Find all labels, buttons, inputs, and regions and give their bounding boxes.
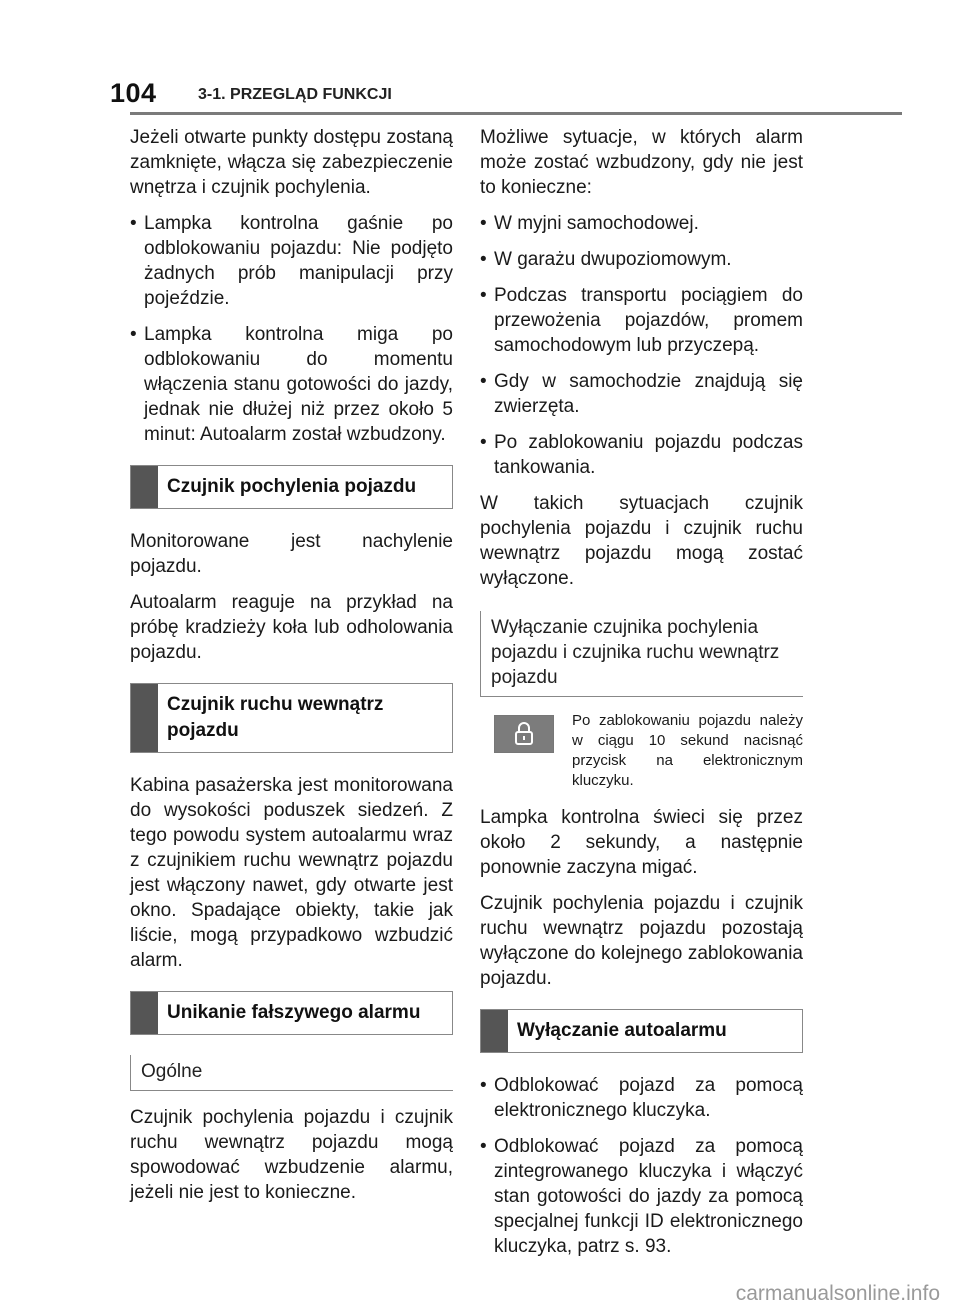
list-item: • W garażu dwupoziomowym. <box>480 247 803 272</box>
left-column <box>130 125 453 1216</box>
page-header <box>110 78 902 116</box>
section-title: 3-1. PRZEGLĄD FUNKCJI <box>198 86 392 103</box>
disable-paragraph-1: Lampka kontrolna świeci się przez około 2 sekundy, a następnie ponownie zaczyna migać. <box>480 807 803 878</box>
situations-intro: Możliwe sytuacje, w których alarm może zostać wzbudzony, gdy nie jest to konieczne: <box>480 127 803 198</box>
header-rule <box>130 112 902 115</box>
lock-icon <box>494 715 554 753</box>
heading-false-alarm: Unikanie fałszywego alarmu <box>130 991 453 1035</box>
interior-paragraph: Kabina pasażerska jest monitorowana do wysokości poduszek siedzeń. Z tego powodu system autoalarmu wraz z czujnikiem ruchu wewnątrz pojazdu jest włączony nawet, gdy otwarte jest okno. Spadające obiekty, takie jak liście, mogą przypadkowo wzbudzić alarm. <box>130 775 453 971</box>
right-column <box>480 125 803 1270</box>
heading-interior-sensor: Czujnik ruchu wewnątrz pojazdu <box>130 683 453 753</box>
heading-alarm-off: Wyłączanie autoalarmu <box>480 1009 803 1053</box>
list-item: • Po zablokowaniu pojazdu podczas tankowania. <box>480 430 803 480</box>
lock-note <box>480 711 803 791</box>
lock-note-text: Po zablokowaniu pojazdu należy w ciągu 10 sekund nacisnąć przycisk na elektronicznym kluczyku. <box>572 712 803 789</box>
watermark: carmanualsonline.info <box>735 1282 940 1305</box>
intro-paragraph: Jeżeli otwarte punkty dostępu zostaną zamknięte, włącza się zabezpieczenie wnętrza i czujnik pochylenia. <box>130 127 453 198</box>
subheading-disable-sensors: Wyłączanie czujnika pochylenia pojazdu i czujnika ruchu wewnątrz pojazdu <box>480 611 803 697</box>
list-item: • Podczas transportu pociągiem do przewożenia pojazdów, promem samochodowym lub przyczepą. <box>480 283 803 358</box>
list-item: • W myjni samochodowej. <box>480 211 803 236</box>
list-item: • Lampka kontrolna miga po odblokowaniu do momentu włączenia stanu gotowości do jazdy, jednak nie dłużej niż przez około 5 minut: Autoalarm został wzbudzony. <box>130 322 453 447</box>
subheading-general: Ogólne <box>130 1055 453 1091</box>
list-item: • Lampka kontrolna gaśnie po odblokowaniu pojazdu: Nie podjęto żadnych prób manipulacji przy pojeździe. <box>130 211 453 311</box>
list-item: • Gdy w samochodzie znajdują się zwierzęta. <box>480 369 803 419</box>
false-alarm-paragraph: Czujnik pochylenia pojazdu i czujnik ruchu wewnątrz pojazdu mogą spowodować wzbudzenie alarmu, jeżeli nie jest to konieczne. <box>130 1107 453 1203</box>
heading-tilt-sensor: Czujnik pochylenia pojazdu <box>130 465 453 509</box>
situations-paragraph: W takich sytuacjach czujnik pochylenia pojazdu i czujnik ruchu wewnątrz pojazdu mogą zostać wyłączone. <box>480 493 803 589</box>
tilt-paragraph-1: Monitorowane jest nachylenie pojazdu. <box>130 531 453 577</box>
list-item: • Odblokować pojazd za pomocą zintegrowanego kluczyka i włączyć stan gotowości do jazdy za pomocą specjalnej funkcji ID elektronicznego kluczyka, patrz s. 93. <box>480 1134 803 1259</box>
lock-icon-glyph <box>510 720 538 748</box>
list-item: • Odblokować pojazd za pomocą elektronicznego kluczyka. <box>480 1073 803 1123</box>
tilt-paragraph-2: Autoalarm reaguje na przykład na próbę kradzieży koła lub odholowania pojazdu. <box>130 592 453 663</box>
page-number: 104 <box>110 78 157 108</box>
disable-paragraph-2: Czujnik pochylenia pojazdu i czujnik ruchu wewnątrz pojazdu pozostają wyłączone do kolejnego zablokowania pojazdu. <box>480 893 803 989</box>
